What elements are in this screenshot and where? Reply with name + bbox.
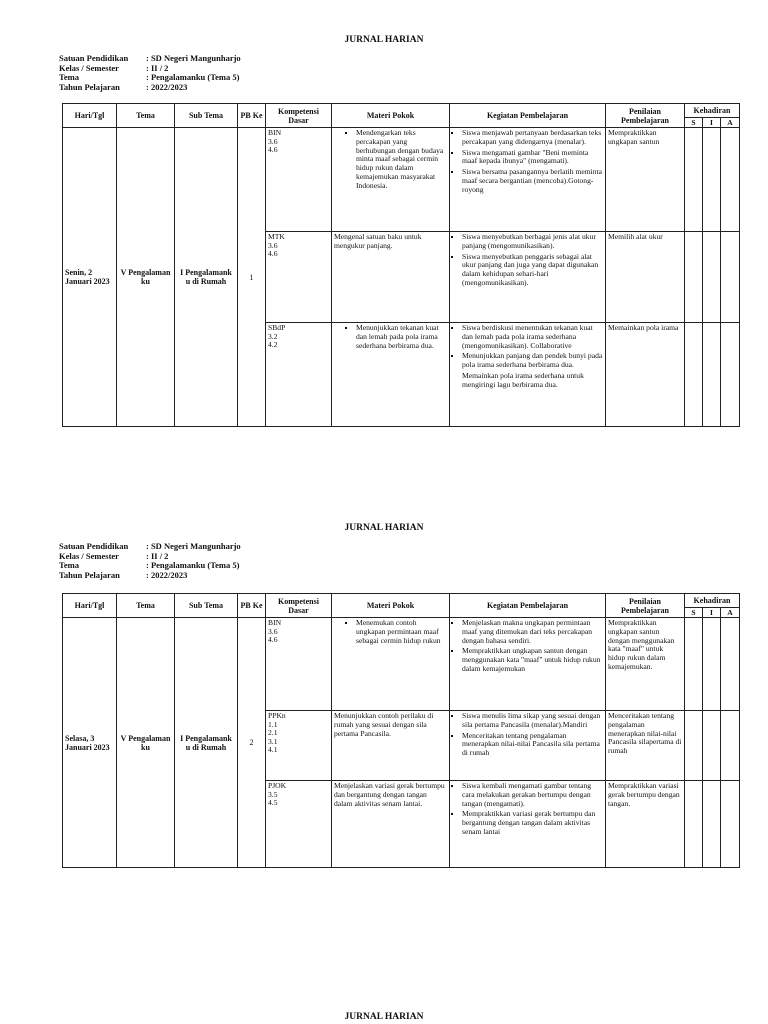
list-item: ▪ Siswa kembali mengamati gambar tentang cara melakukan gerakan bertumpu dengan tangan (mengamati). [462, 782, 603, 808]
day-cell: Senin, 2 Januari 2023 [63, 128, 117, 427]
school-info [59, 542, 241, 580]
info-value: : Pengalamanku (Tema 5) [146, 560, 240, 571]
list-item: ▪ Menjelaskan makna ungkapan permintaan maaf yang ditemukan dari teks percakapan dengan bahasa sendiri. [462, 619, 603, 645]
header-materi: Materi Pokok [332, 594, 450, 618]
header-kegiatan: Kegiatan Pembelajaran [450, 594, 606, 618]
info-label: Tema [59, 560, 79, 571]
header-kehadiran: Kehadiran [685, 104, 740, 118]
page-title: JURNAL HARIAN [344, 35, 424, 45]
list-item: ▪ Siswa menulis lima sikap yang sesuai dengan sila pertama Pancasila (menalar).Mandiri [462, 712, 603, 730]
info-value: : 2022/2023 [146, 569, 188, 580]
tema-cell: V Pengalaman ku [117, 128, 175, 427]
attendance-a [721, 128, 740, 232]
header-i: I [703, 608, 721, 618]
header-kd: Kompetensi Dasar [266, 104, 332, 128]
list-item: ▪ Siswa mengamati gambar "Beni meminta maaf kepada ibunya" (mengamati). [462, 149, 603, 167]
materi-cell: Menunjukkan contoh perilaku di rumah yang sesuai dengan sila pertama Pancasila. [332, 711, 450, 781]
info-value: : SD Negeri Mangunharjo [146, 53, 241, 63]
header-i: I [703, 118, 721, 128]
kegiatan-cell [450, 232, 606, 323]
header-kehadiran: Kehadiran [685, 594, 740, 608]
attendance-i [703, 711, 721, 781]
header-s: S [685, 608, 703, 618]
penilaian-cell: Memilih alat ukur [606, 232, 685, 323]
info-label: Satuan Pendidikan [59, 53, 129, 63]
materi-cell [332, 128, 450, 232]
materi-cell: Mengenal satuan baku untuk mengukur panjang. [332, 232, 450, 323]
attendance-a [721, 323, 740, 427]
kd-cell: BIN 3.6 4.6 [266, 128, 332, 232]
header-a: A [721, 118, 740, 128]
pb-cell: 1 [238, 128, 266, 427]
list-item: ▪ Siswa menjawab pertanyaan berdasarkan teks percakapan yang didengarnya (menalar). [462, 129, 603, 147]
kegiatan-cell [450, 323, 606, 427]
subtema-cell: I Pengalamank u di Rumah [175, 618, 238, 868]
list-item: ▪ Menunjukkan panjang dan pendek bunyi pada pola irama sederhana berbirama dua. [462, 352, 603, 370]
kegiatan-cell [450, 711, 606, 781]
attendance-a [721, 781, 740, 868]
attendance-s [685, 711, 703, 781]
attendance-i [703, 781, 721, 868]
info-label: Kelas / Semester [59, 550, 119, 561]
info-label: Tema [59, 72, 79, 83]
materi-cell: Menjelaskan variasi gerak bertumpu dan bergantung dengan tangan dalam aktivitas senam lantai. [332, 781, 450, 868]
list-item: ▪ Mendengarkan teks percakapan yang berhubungan dengan budaya minta maaf sebagai cermin hidup rukun dalam kemajemukan masyarakat Indonesia. [356, 129, 447, 191]
header-hari: Hari/Tgl [63, 104, 117, 128]
materi-cell [332, 323, 450, 427]
header-a: A [721, 608, 740, 618]
kegiatan-cell [450, 781, 606, 868]
info-value: : II / 2 [146, 550, 169, 561]
day-cell: Selasa, 3 Januari 2023 [63, 618, 117, 868]
attendance-i [703, 232, 721, 323]
kd-cell: BIN 3.6 4.6 [266, 618, 332, 711]
page-title: JURNAL HARIAN [344, 1012, 424, 1022]
attendance-a [721, 232, 740, 323]
kegiatan-cell [450, 128, 606, 232]
school-info [59, 54, 241, 92]
attendance-s [685, 618, 703, 711]
penilaian-cell: Mempraktikkan ungkapan santun [606, 128, 685, 232]
tema-cell: V Pengalaman ku [117, 618, 175, 868]
materi-cell [332, 618, 450, 711]
header-penilaian: Penilaian Pembelajaran [606, 104, 685, 128]
list-item: ▪ Menunjukkan tekanan kuat dan lemah pada pola irama sederhana berbirama dua. [356, 324, 447, 350]
header-tema: Tema [117, 594, 175, 618]
subtema-cell: I Pengalamank u di Rumah [175, 128, 238, 427]
list-item: ▪ Mempraktikkan variasi gerak bertumpu dan bergantung dengan tangan dalam aktivitas senam lantai [462, 810, 603, 836]
kegiatan-cell [450, 618, 606, 711]
list-item: ▪ Siswa bersama pasangannya berlatih meminta maaf secara bergantian (mencoba).Gotong-royong [462, 168, 603, 194]
header-s: S [685, 118, 703, 128]
list-item: ▪ Siswa menyebutkan penggaris sebagai alat ukur panjang dan juga yang dapat digunakan dalam kehidupan sehari-hari (mengomunikasikan). [462, 253, 603, 288]
info-value: : 2022/2023 [146, 81, 188, 92]
penilaian-cell: Mempraktikkan ungkapan santun dengan menggunakan kata "maaf" untuk hidup rukun dalam kemajemukan. [606, 618, 685, 711]
attendance-i [703, 323, 721, 427]
journal-table [62, 103, 740, 427]
list-item: ▪ Siswa berdiskusi menentukan tekanan kuat dan lemah pada pola irama sederhana (mengomunikasikan). Collaborative [462, 324, 603, 350]
pb-cell: 2 [238, 618, 266, 868]
penilaian-cell: Mempraktikkan variasi gerak bertumpu dengan tangan. [606, 781, 685, 868]
attendance-a [721, 618, 740, 711]
penilaian-cell: Menceritakan tentang pengalaman menerapkan nilai-nilai Pancasila silapertama di rumah [606, 711, 685, 781]
journal-table [62, 593, 740, 868]
info-label: Kelas / Semester [59, 62, 119, 73]
attendance-i [703, 618, 721, 711]
header-subtema: Sub Tema [175, 104, 238, 128]
info-value: : SD Negeri Mangunharjo [146, 541, 241, 551]
info-value: : II / 2 [146, 62, 169, 73]
list-item: ▪ Mempraktikkan ungkapan santun dengan menggunakan kata "maaf" untuk hidup rukun dalam kemajemukan [462, 647, 603, 673]
kd-cell: PPKn 1.1 2.1 3.1 4.1 [266, 711, 332, 781]
kd-cell: SBdP 3.2 4.2 [266, 323, 332, 427]
header-pb: PB Ke [238, 594, 266, 618]
info-label: Tahun Pelajaran [59, 81, 120, 92]
kd-cell: MTK 3.6 4.6 [266, 232, 332, 323]
header-hari: Hari/Tgl [63, 594, 117, 618]
penilaian-cell: Memainkan pola irama [606, 323, 685, 427]
header-kd: Kompetensi Dasar [266, 594, 332, 618]
attendance-s [685, 323, 703, 427]
header-penilaian: Penilaian Pembelajaran [606, 594, 685, 618]
header-subtema: Sub Tema [175, 594, 238, 618]
attendance-s [685, 781, 703, 868]
header-pb: PB Ke [238, 104, 266, 128]
header-materi: Materi Pokok [332, 104, 450, 128]
attendance-s [685, 232, 703, 323]
info-label: Tahun Pelajaran [59, 569, 120, 580]
attendance-s [685, 128, 703, 232]
attendance-i [703, 128, 721, 232]
list-item: ▪ Menemukan contoh ungkapan permintaan maaf sebagai cermin hidup rukun [356, 619, 447, 645]
attendance-a [721, 711, 740, 781]
list-item: ▪ Siswa menyebutkan berbagai jenis alat ukur panjang (mengomunikasikan). [462, 233, 603, 251]
info-value: : Pengalamanku (Tema 5) [146, 72, 240, 83]
header-tema: Tema [117, 104, 175, 128]
page-title: JURNAL HARIAN [344, 523, 424, 533]
header-kegiatan: Kegiatan Pembelajaran [450, 104, 606, 128]
info-label: Satuan Pendidikan [59, 541, 129, 551]
list-item: ▪ Menceritakan tentang pengalaman menerapkan nilai-nilai Pancasila sila pertama di rumah [462, 732, 603, 758]
kd-cell: PJOK 3.5 4.5 [266, 781, 332, 868]
kegiatan-extra: Memainkan pola irama sederhana untuk mengiringi lagu berbirama dua. [462, 370, 584, 389]
